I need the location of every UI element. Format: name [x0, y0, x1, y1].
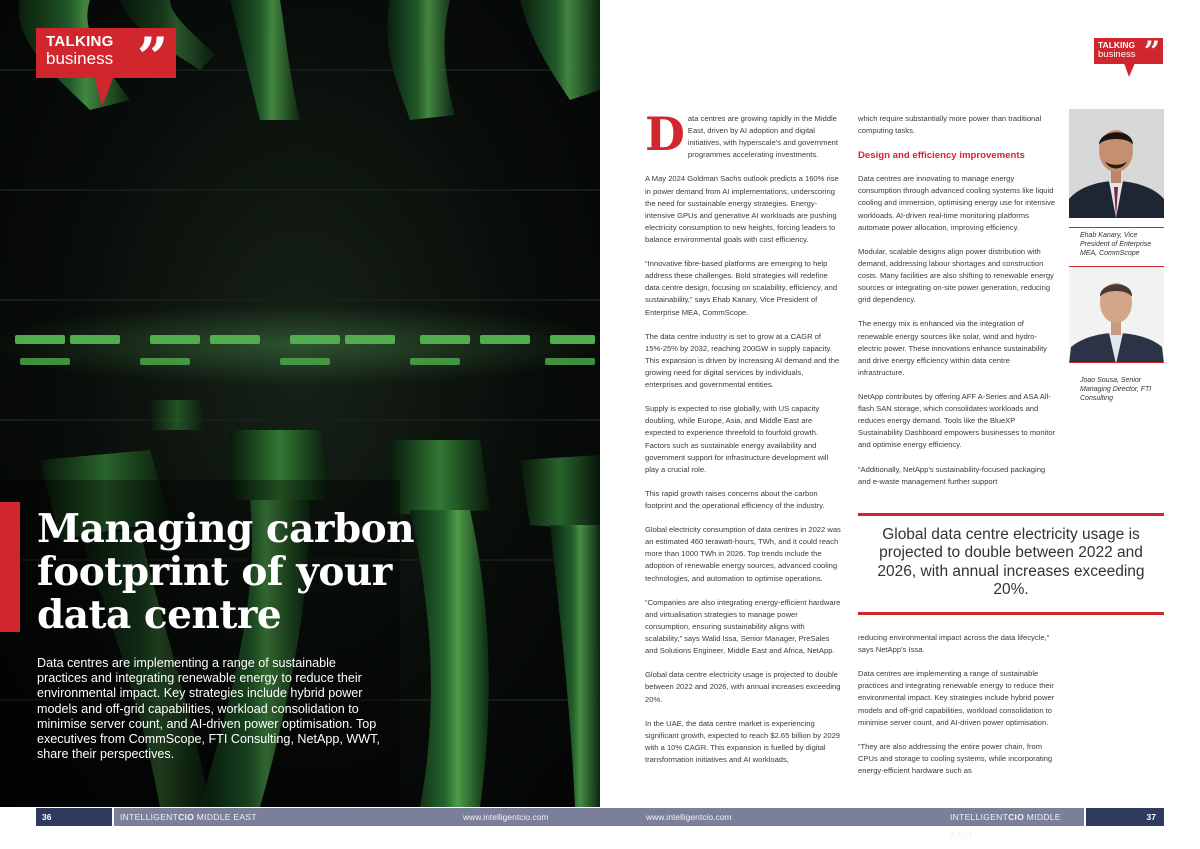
portrait-caption: Joao Sousa, Senior Managing Director, FTI Consulting: [1080, 377, 1152, 403]
article-title: Managing carbon footprint of your data centre: [37, 506, 415, 638]
page-footer: [0, 808, 1200, 849]
badge-bottom-text: business: [46, 49, 114, 68]
badge-tail: [94, 76, 114, 106]
body-paragraph: In the UAE, the data centre market is experiencing significant growth, expected to reach $2.65 billion by 2029 with a 10% CAGR. This expansion is fuelled by digital transformation initiatives and AI workloads,: [645, 718, 841, 764]
brand-suffix: MIDDLE EAST: [950, 812, 1061, 840]
website-url[interactable]: www.intelligentcio.com: [463, 812, 549, 822]
body-paragraph: This rapid growth raises concerns about the carbon footprint and the operational efficiency of the industry.: [645, 488, 825, 510]
pullquote-rule-bottom: [858, 612, 1164, 615]
portrait-photo: [1069, 267, 1164, 363]
talking-business-badge-small: [1094, 35, 1163, 68]
article-standfirst: Data centres are implementing a range of sustainable practices and integrating renewable energy to reduce their environmental impact. Key strategies include hybrid power models and off-grid capabilities, workload consolidation to minimise server count, and AI-driven power optimisation. Top executives from CommScope, FTI Consulting, NetApp, WWT, share their perspectives.: [37, 656, 380, 762]
drop-cap: D: [645, 107, 685, 161]
portrait-photo: [1069, 109, 1164, 218]
brand-bold: CIO: [178, 812, 195, 822]
brand-bold: CIO: [1008, 812, 1025, 822]
footer-band-right: [600, 808, 1084, 840]
body-paragraph: Data centres are implementing a range of sustainable practices and integrating renewable energy to reduce their environmental impact. Key strategies include hybrid power models and off-grid capabilities, workload consolidation to minimise server count, and AI-driven power optimisation.: [858, 669, 1055, 727]
brand-prefix: INTELLIGENT: [950, 812, 1009, 822]
portrait-joao-sousa: [1069, 266, 1164, 363]
body-paragraph: NetApp contributes by offering AFF A-Series and ASA All-flash SAN storage, which consolidates workloads and reduces energy demand. Tools like the BlueXP Sustainability Dashboard empowers businesses to monitor and optimise energy efficiency.: [858, 391, 1056, 450]
intro-text: ata centres are growing rapidly in the Middle East, driven by AI adoption and digital initiatives, with hyperscale’s and government programmes accelerating investments.: [687, 114, 839, 160]
body-paragraph: Global electricity consumption of data centres in 2022 was an estimated 460 terawatt-hours, TWh, and it could reach more than 1000 TWh in 2026. Top trends include the adoption of renewable energy sources, advanced cooling technologies, and automation to optimise operations.: [645, 525, 841, 583]
badge-tail: [1124, 63, 1135, 77]
badge-bottom-text: business: [1098, 48, 1136, 60]
page-number-right: 37: [1086, 808, 1164, 826]
body-column-2: [858, 113, 1058, 500]
publication-brand: [120, 808, 257, 826]
body-paragraph: Modular, scalable designs align power distribution with demand, addressing labour shortages and construction costs. Many facilities are also shifting to renewable energy sources or integrating on-site power generation, reducing grid dependency.: [858, 246, 1054, 305]
body-paragraph: Data centres are innovating to manage energy consumption through advanced cooling systems like liquid cooling and immersion, optimising energy use for intensive workloads. AI-driven real-time monitoring platforms automate power allocation, improving efficiency.: [858, 174, 1056, 232]
body-paragraph: Supply is expected to rise globally, with US capacity doubling, while Europe, Asia, and Middle East are expected to experience threefold to fourfold growth. Factors such as sustainable energy availability and government support for infrastructure development will play a crucial role.: [645, 404, 829, 474]
body-paragraph: “They are also addressing the entire power chain, from CPUs and storage to cooling systems, while incorporating energy-efficient hardware such as: [858, 741, 1053, 776]
portrait-caption: Ehab Kanary, Vice President of Enterprise MEA, CommScope: [1080, 232, 1152, 258]
body-paragraph: A May 2024 Goldman Sachs outlook predicts a 160% rise in power demand from AI implementations, underscoring the need for sustainable energy strategies. Energy-intensive GPUs and generative AI workloads are pushing electricity consumption to new heights, forcing leaders to balance environmental goals with cost efficiency.: [645, 174, 839, 244]
quote-mark-icon: ”: [136, 25, 168, 89]
body-paragraph: “Innovative fibre-based platforms are emerging to help address these challenges. Bold strategies will redefine data centre design, focusing on scalability, efficiency, and sustainability,” says Ehab Kanary, Vice President of Enterprise MEA, CommScope.: [645, 259, 838, 317]
body-paragraph: “Additionally, NetApp’s sustainability-focused packaging and e-waste management further support: [858, 464, 1046, 486]
pull-quote: Global data centre electricity usage is projected to double between 2022 and 2026, with annual increases exceeding 20%.: [877, 526, 1145, 598]
body-paragraph: The energy mix is enhanced via the integration of renewable energy sources like solar, wind and hydro-electric power. These innovations enhance sustainability and drive energy efficiency within data centre infrastructure.: [858, 319, 1047, 377]
publication-brand: [950, 808, 1084, 844]
pullquote-rule-top: [858, 513, 1164, 516]
brand-prefix: INTELLIGENT: [120, 812, 179, 822]
body-column-1: [645, 107, 842, 778]
body-paragraph: reducing environmental impact across the data lifecycle,” says NetApp’s Issa.: [858, 633, 1050, 655]
quote-mark-icon: ”: [1143, 35, 1160, 68]
badge-top-text: TALKING: [1098, 40, 1136, 50]
website-url[interactable]: www.intelligentcio.com: [646, 812, 732, 822]
left-page-hero: [0, 0, 600, 807]
body-paragraph: The data centre industry is set to grow at a CAGR of 15%-25% by 2032, reaching 200GW in supply capacity. This expansion is driven by increasing AI demand and the growing need for digital services by individuals, enterprises and governmental entities.: [645, 331, 840, 390]
body-paragraph: Global data centre electricity usage is projected to double between 2022 and 2026, with annual increases exceeding 20%.: [645, 670, 841, 704]
body-paragraph: which require substantially more power than traditional computing tasks.: [858, 114, 1042, 136]
brand-suffix: MIDDLE EAST: [194, 812, 257, 822]
badge-top-text: TALKING: [46, 33, 114, 50]
title-accent-bar: [0, 502, 20, 632]
body-paragraph: “Companies are also integrating energy-efficient hardware and virtualisation strategies to manage power consumption, ensuring sustainability aligns with scalability,” says Walid Issa, Senior Manager, PreSales and Solutions Engineer, Middle East and Africa, NetApp.: [645, 597, 841, 656]
intro-paragraph: [645, 107, 842, 161]
section-subhead: Design and efficiency improvements: [858, 150, 1025, 162]
footer-band-left: [114, 808, 602, 826]
page-number-left: 36: [36, 808, 112, 826]
talking-business-badge: [36, 25, 176, 89]
body-column-3: [858, 632, 1058, 789]
portrait-ehab-kanary: [1069, 109, 1164, 218]
